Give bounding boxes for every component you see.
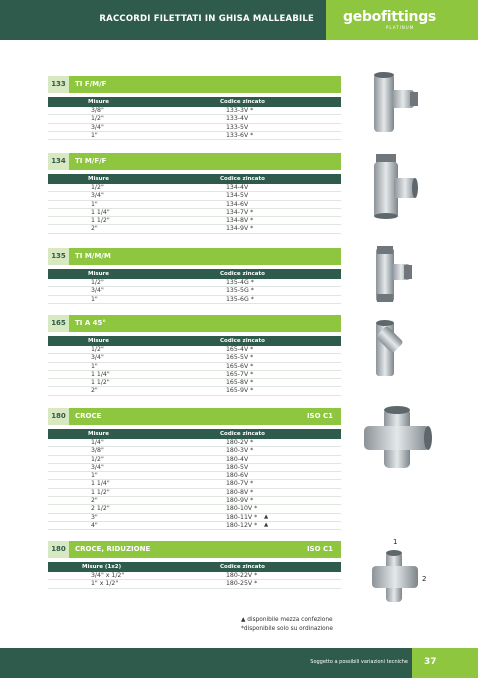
size-cell: 3/4" (91, 463, 104, 471)
table-row (48, 464, 341, 472)
size-column-label: Misure (88, 176, 109, 182)
table-row (48, 379, 341, 387)
table-row (48, 514, 341, 522)
section-number: 180 (48, 408, 69, 425)
tee-mmm-image (368, 244, 416, 306)
table-row (48, 296, 341, 304)
size-cell: 1/2" (91, 184, 104, 191)
tee-mff-image (370, 152, 420, 220)
section-header (48, 408, 341, 425)
size-column-label: Misure (88, 99, 109, 105)
code-column-label: Codice zincato (220, 431, 265, 437)
size-cell: 1/2" (91, 115, 104, 123)
size-cell: 1 1/4" (91, 208, 110, 216)
section-name: CROCE (75, 412, 102, 420)
size-cell: 1" (91, 295, 98, 303)
code-cell: 134-7V * (226, 208, 254, 216)
code-cell: 134-9V * (226, 225, 254, 233)
table-row (48, 132, 341, 140)
table-row (48, 387, 341, 395)
code-cell: 133-3V * (226, 107, 254, 114)
size-cell: 1 1/4" (91, 480, 110, 488)
code-cell: 180-12V * (226, 521, 258, 529)
code-cell: 180-11V * (226, 513, 258, 521)
size-cell: 1/2" (91, 279, 104, 286)
table-row (48, 209, 341, 217)
table-row (48, 192, 341, 200)
product-rows (48, 184, 341, 234)
code-cell: 180-4V (226, 455, 249, 463)
code-cell: 180-7V * (226, 480, 254, 488)
code-cell: 165-8V * (226, 379, 254, 387)
size-cell: 1" (91, 472, 98, 480)
callout-label-1: 1 (393, 538, 398, 546)
code-cell: 165-6V * (226, 362, 254, 370)
table-row (48, 107, 341, 115)
section-133 (48, 76, 341, 140)
size-cell: 1/4" (91, 439, 104, 446)
size-cell: 3" (91, 513, 98, 521)
size-cell: 3/4" (91, 192, 104, 200)
column-header (48, 269, 341, 279)
code-cell: 135-5G * (226, 287, 254, 295)
size-cell: 4" (91, 521, 98, 529)
section-name: TI M/F/F (75, 157, 107, 165)
code-cell: 165-5V * (226, 354, 254, 362)
page-footer (0, 648, 478, 678)
section-header (48, 541, 341, 558)
code-cell: 135-4G * (226, 279, 254, 286)
table-row (48, 346, 341, 354)
page-title: RACCORDI FILETTATI IN GHISA MALLEABILE (99, 14, 314, 24)
page-number: 37 (424, 657, 437, 667)
code-cell: 133-5V (226, 123, 249, 131)
size-cell: 1" (91, 362, 98, 370)
section-number: 180 (48, 541, 69, 558)
table-row (48, 580, 341, 588)
section-165 (48, 315, 341, 396)
code-column-label: Codice zincato (220, 176, 265, 182)
table-row (48, 472, 341, 480)
table-row (48, 505, 341, 513)
table-row (48, 497, 341, 505)
code-cell: 134-6V (226, 200, 249, 208)
order-only-note: *disponibile solo su ordinazione (241, 625, 333, 632)
code-cell: 134-4V (226, 184, 249, 191)
product-rows (48, 107, 341, 140)
code-column-label: Codice zincato (220, 99, 265, 105)
code-cell: 133-4V (226, 115, 249, 123)
tee-45-image (368, 318, 418, 380)
code-cell: 180-3V * (226, 447, 254, 455)
table-row (48, 572, 341, 580)
code-cell: 165-4V * (226, 346, 254, 353)
code-cell: 180-2V * (226, 439, 254, 446)
code-cell: 180-9V * (226, 497, 254, 505)
size-cell: 1/2" (91, 455, 104, 463)
section-number: 134 (48, 153, 69, 170)
size-cell: 1/2" (91, 346, 104, 353)
table-row (48, 489, 341, 497)
size-cell: 2" (91, 497, 98, 505)
section-180-croce (48, 408, 341, 530)
half-pack-marker: ▲ (264, 513, 269, 520)
table-row (48, 371, 341, 379)
code-column-label: Codice zincato (220, 338, 265, 344)
code-cell: 180-25V * (226, 580, 258, 588)
size-cell: 3/4" (91, 123, 104, 131)
size-cell: 3/8" (91, 107, 104, 114)
size-column-label: Misure (88, 431, 109, 437)
footer-note: Soggetto a possibili variazioni tecniche (310, 659, 408, 665)
section-header (48, 76, 341, 93)
size-cell: 1" (91, 131, 98, 139)
size-cell: 3/4" (91, 354, 104, 362)
size-cell: 3/4" x 1/2" (91, 572, 125, 579)
size-cell: 2 1/2" (91, 505, 110, 513)
code-cell: 135-6G * (226, 295, 254, 303)
code-cell: 165-9V * (226, 387, 254, 395)
table-row (48, 115, 341, 123)
page-number-panel (412, 648, 478, 678)
page-header (0, 0, 478, 40)
code-cell: 165-7V * (226, 370, 254, 378)
code-cell: 180-22V * (226, 572, 258, 579)
code-cell: 180-5V (226, 463, 249, 471)
callout-label-2: 2 (422, 575, 427, 583)
size-cell: 2" (91, 387, 98, 395)
code-column-label: Codice zincato (220, 564, 265, 570)
product-rows (48, 572, 341, 589)
size-cell: 1 1/2" (91, 217, 110, 225)
column-header (48, 562, 341, 572)
table-row (48, 354, 341, 362)
section-header (48, 315, 341, 332)
code-cell: 180-6V (226, 472, 249, 480)
cross-image (360, 404, 434, 472)
section-name: TI F/M/F (75, 80, 107, 88)
product-rows (48, 279, 341, 304)
table-row (48, 447, 341, 455)
code-cell: 180-8V * (226, 488, 254, 496)
size-cell: 1" x 1/2" (91, 580, 119, 588)
column-header (48, 174, 341, 184)
table-row (48, 124, 341, 132)
column-header (48, 336, 341, 346)
size-column-label: Misure (88, 271, 109, 277)
code-cell: 133-6V * (226, 131, 254, 139)
tee-fmf-image (362, 70, 422, 136)
column-header (48, 429, 341, 439)
size-cell: 3/4" (91, 287, 104, 295)
section-name: TI M/M/M (75, 252, 111, 260)
iso-badge: ISO C1 (306, 545, 333, 553)
section-number: 165 (48, 315, 69, 332)
footnotes (241, 616, 333, 633)
table-row (48, 184, 341, 192)
size-cell: 1 1/2" (91, 379, 110, 387)
table-row (48, 279, 341, 287)
size-cell: 2" (91, 225, 98, 233)
section-135 (48, 248, 341, 304)
iso-badge: ISO C1 (306, 412, 333, 420)
size-column-label: Misure (88, 338, 109, 344)
half-pack-marker: ▲ (264, 521, 269, 528)
table-row (48, 456, 341, 464)
section-name: CROCE, RIDUZIONE (75, 545, 151, 553)
table-row (48, 522, 341, 530)
table-row (48, 201, 341, 209)
table-row (48, 363, 341, 371)
section-name: TI A 45° (75, 319, 106, 327)
code-cell: 134-5V (226, 192, 249, 200)
product-rows (48, 439, 341, 530)
reducing-cross-image (370, 550, 420, 604)
brand-logo: gebofittings (343, 9, 436, 25)
half-pack-note: ▲ disponibile mezza confezione (241, 617, 333, 623)
code-cell: 134-8V * (226, 217, 254, 225)
section-180-croce-riduzione (48, 541, 341, 589)
size-column-label: Misure (1x2) (82, 564, 122, 570)
table-row (48, 287, 341, 295)
section-number: 135 (48, 248, 69, 265)
table-row (48, 439, 341, 447)
section-number: 133 (48, 76, 69, 93)
section-header (48, 153, 341, 170)
brand-logo-subtitle: PLATINUM (386, 25, 415, 30)
size-cell: 1 1/2" (91, 488, 110, 496)
size-cell: 1 1/4" (91, 370, 110, 378)
column-header (48, 97, 341, 107)
size-cell: 1" (91, 200, 98, 208)
code-cell: 180-10V * (226, 505, 258, 513)
size-cell: 3/8" (91, 447, 104, 455)
code-column-label: Codice zincato (220, 271, 265, 277)
section-134 (48, 153, 341, 234)
table-row (48, 217, 341, 225)
section-header (48, 248, 341, 265)
product-rows (48, 346, 341, 396)
table-row (48, 225, 341, 233)
table-row (48, 480, 341, 488)
